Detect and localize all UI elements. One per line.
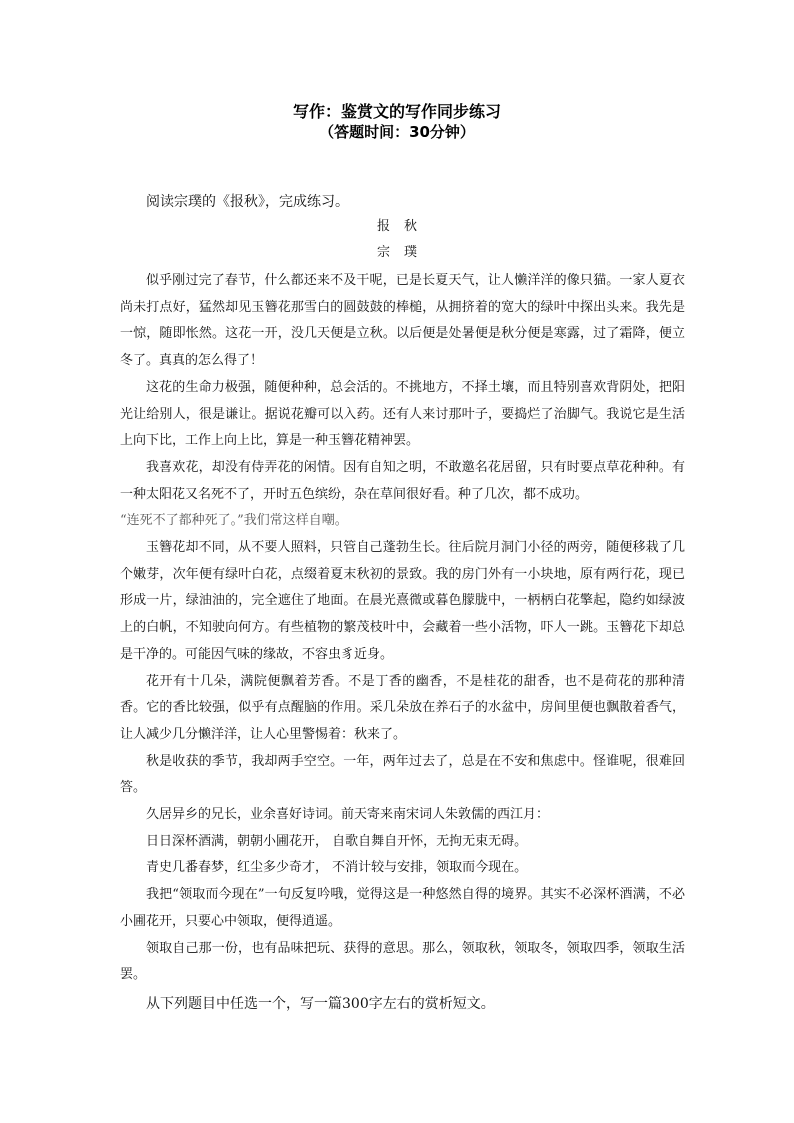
essay-paragraph: 花开有十几朵，满院便飘着芳香。不是丁香的幽香，不是桂花的甜香，也不是荷花的那种清香。它的香比较强，似乎有点醒脑的作用。采几朵放在养石子的水盆中，房间里便也飘散着香气，让人减少几分懒洋洋，让人心里警惕着：秋来了。 [120,673,685,742]
essay-body [120,268,685,989]
page-title: 写作：鉴赏文的写作同步练习 [292,102,501,121]
poem-line: 日日深杯酒满，朝朝小圃花开， 自歌自舞自开怀，无拘无束无碍。 [146,833,528,849]
essay-title: 报秋 [376,219,431,234]
reading-instruction: 阅读宗璞的《报秋》，完成练习。 [146,194,349,210]
essay-paragraph: 秋是收获的季节，我却两手空空。一年，两年过去了，总是在不安和焦虑中。怪谁呢，很难回答。 [120,753,685,796]
essay-quote: “连死不了都种死了。”我们常这样自嘲。 [120,513,348,529]
essay-author: 宗璞 [376,245,431,260]
essay-paragraph: 我喜欢花，却没有侍弄花的闲情。因有自知之明，不敢邀名花居留，只有时要点草花种种。有一种太阳花又名死不了，开时五色缤纷，杂在草间很好看。种了几次，都不成功。 [120,459,685,502]
essay-paragraph: 领取自己那一份，也有品味把玩、获得的意思。那么，领取秋，领取冬，领取四季，领取生活罢。 [120,940,685,983]
writing-task: 从下列题目中任选一个，写一篇300字左右的赏析短文。 [146,996,495,1012]
poem-line: 青史几番春梦，红尘多少奇才， 不消计较与安排，领取而今现在。 [146,860,528,876]
essay-paragraph: 我把“领取而今现在”一句反复吟哦，觉得这是一种悠然自得的境界。其实不必深杯酒满，不必小圃花开，只要心中领取，便得逍遥。 [120,887,685,929]
time-limit: （答题时间：30分钟） [319,123,475,141]
essay-paragraph: 玉簪花却不同，从不要人照料，只管自己蓬勃生长。往后院月洞门小径的两旁，随便移栽了几个嫩芽，次年便有绿叶白花，点缀着夏末秋初的景致。我的房门外有一小块地，原有两行花，现已形成一片，绿油油的，完全遮住了地面。在晨光熹微或暮色朦胧中，一柄柄白花擎起，隐约如绿波上的白帆，不知驶向何方。有些植物的繁茂枝叶中，会藏着一些小活物，吓人一跳。玉簪花下却总是干净的。可能因气味的缘故，不容虫豸近身。 [120,540,685,662]
essay-paragraph: 似乎刚过完了春节，什么都还来不及干呢，已是长夏天气，让人懒洋洋的像只猫。一家人夏衣尚未打点好，猛然却见玉簪花那雪白的圆鼓鼓的棒槌，从拥挤着的宽大的绿叶中探出头来。我先是一惊，随即怅然。这花一开，没几天便是立秋。以后便是处暑便是秋分便是寒露，过了霜降，便立冬了。真真的怎么得了！ [120,273,685,369]
essay-paragraph: 久居异乡的兄长，业余喜好诗词。前天寄来南宋词人朱敦儒的西江月： [146,807,550,823]
essay-paragraph: 这花的生命力极强，随便种种，总会活的。不挑地方，不择土壤，而且特别喜欢背阴处，把阳光让给别人，很是谦让。据说花瓣可以入药。还有人来讨那叶子，要捣烂了治脚气。我说它是生活上向下比，工作上向上比，算是一种玉簪花精神罢。 [120,379,685,449]
